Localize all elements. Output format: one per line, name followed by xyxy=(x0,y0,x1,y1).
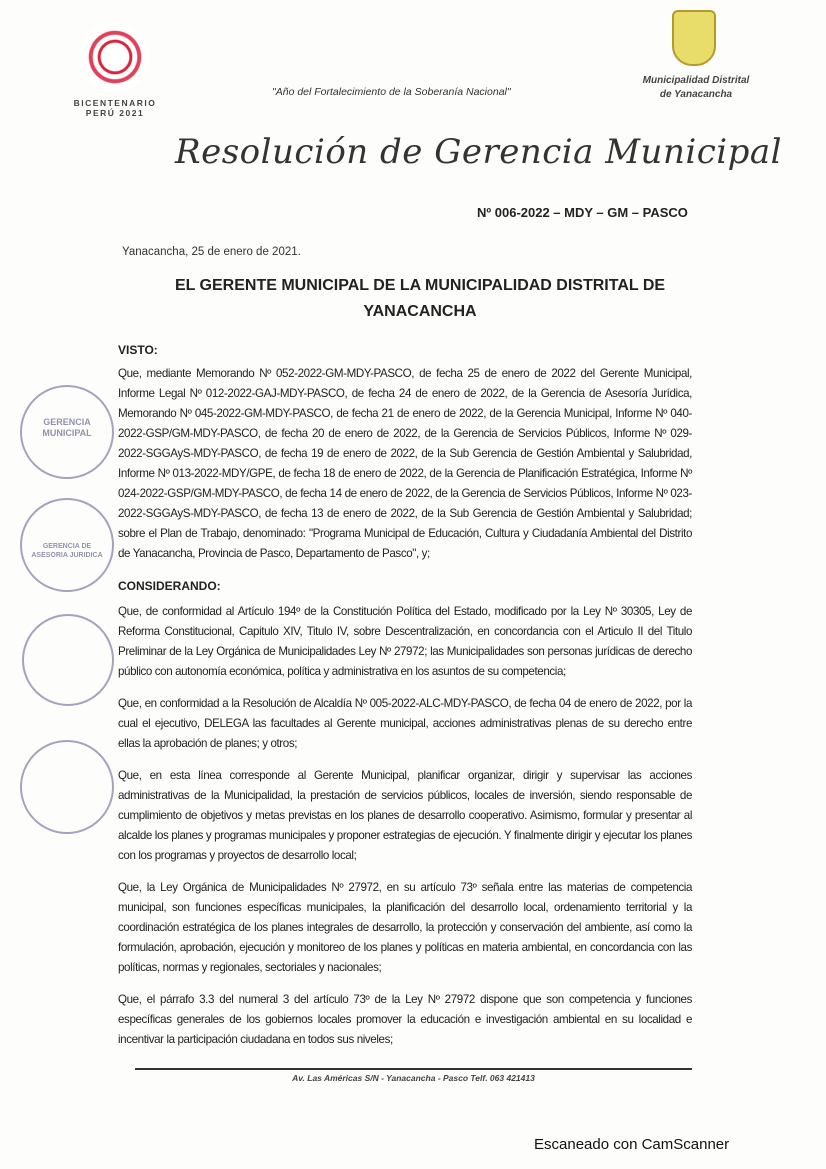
resolution-number: Nº 006-2022 – MDY – GM – PASCO xyxy=(477,205,688,220)
footer-divider xyxy=(135,1068,692,1070)
bicentenario-logo xyxy=(60,22,170,118)
document-date: Yanacancha, 25 de enero de 2021. xyxy=(122,246,301,258)
municipality-line2: de Yanacancha xyxy=(659,89,733,100)
considerando-paragraph: Que, en conformidad a la Resolución de Alcaldía Nº 005-2022-ALC-MDY-PASCO, de fecha 04 de enero de 2022, por la cual el ejecutivo, DELEGA las facultades al Gerente municipal, acciones administrativas plenas de su derecho entre ellas la aprobación de planes; y otros; xyxy=(118,697,692,750)
municipality-name xyxy=(634,74,758,102)
municipal-crest-icon xyxy=(672,10,716,66)
document-body xyxy=(118,340,692,1062)
document-title: Resolución de Gerencia Municipal xyxy=(175,132,783,172)
considerando-body xyxy=(118,602,692,1050)
municipality-line1: Municipalidad Distrital xyxy=(642,75,750,86)
considerando-paragraph: Que, la Ley Orgánica de Municipalidades Nº 27972, en su artículo 73º señala entre las materias de competencia municipal, son funciones específicas municipales, la planificación del desarrollo local, ordenamiento territorial y la coordinación estratégica de los planes integrales de desarrollo, la protección y conservación del ambiente, así como la formulación, aprobación, ejecución y monitoreo de los planes y políticas en materia ambiental, en concordancia con las políticas, normas y regionales, sectoriales y nacionales; xyxy=(118,881,692,974)
signature-stamp xyxy=(22,614,114,706)
document-heading: EL GERENTE MUNICIPAL DE LA MUNICIPALIDAD DISTRITAL DE YANACANCHA xyxy=(174,277,666,320)
asesoria-stamp xyxy=(20,498,114,592)
bicentenario-emblem-icon xyxy=(80,22,150,92)
bicentenario-line2: PERÚ 2021 xyxy=(85,108,145,118)
footer-address: Av. Las Américas S/N - Yanacancha - Pasco Telf. 063 421413 xyxy=(292,1073,535,1083)
bicentenario-line1: BICENTENARIO xyxy=(73,98,157,108)
visto-text xyxy=(118,364,692,564)
visto-label: VISTO: xyxy=(118,343,158,357)
considerando-paragraph: Que, de conformidad al Artículo 194º de la Constitución Política del Estado, modificado por la Ley Nº 30305, Ley de Reforma Constitucional, Capitulo XIV, Titulo IV, sobre Descentralización, en concordancia con el Articulo II del Titulo Preliminar de la Ley Orgánica de Municipalidades Ley Nº 27972; las Municipalidades son personas jurídicas de derecho público con autonomía económica, política y administrativa en los asuntos de su competencia; xyxy=(118,605,692,678)
year-motto: "Año del Fortalecimiento de la Soberanía Nacional" xyxy=(272,86,511,98)
considerando-label: CONSIDERANDO: xyxy=(118,579,221,593)
considerando-paragraph: Que, el párrafo 3.3 del numeral 3 del artículo 73º de la Ley Nº 27972 dispone que son competencia y funciones específicas generales de los gobiernos locales promover la educación e investigación ambiental en su localidad e incentivar la participación ciudadana en todos sus niveles; xyxy=(118,993,692,1046)
gerencia-municipal-stamp xyxy=(20,385,114,479)
district-seal-stamp xyxy=(20,740,114,834)
stamp-text: GERENCIA MUNICIPAL xyxy=(42,417,92,438)
visto-paragraph: Que, mediante Memorando Nº 052-2022-GM-MDY-PASCO, de fecha 25 de enero de 2022 del Gerente Municipal, Informe Legal Nº 012-2022-GAJ-MDY-PASCO, de fecha 24 de enero de 2022, de la Gerencia de Asesoría Jurídica, Memorando Nº 045-2022-GM-MDY-PASCO, de fecha 21 de enero de 2022, de la Gerencia Municipal, Informe Nº 040-2022-GSP/GM-MDY-PASCO, de fecha 20 de enero de 2022, de la Gerencia de Servicios Públicos, Informe Nº 029-2022-SGGAyS-MDY-PASCO, de fecha 19 de enero de 2022, de la Sub Gerencia de Gestión Ambiental y Salubridad, Informe Nº 013-2022-MDY/GPE, de fecha 18 de enero de 2022, de la Gerencia de Planificación Estratégica, Informe Nº 024-2022-GSP/GM-MDY-PASCO, de fecha 14 de enero de 2022, de la Gerencia de Servicios Públicos, Informe Nº 023-2022-SGGAyS-MDY-PASCO, de fecha 13 de enero de 2022, de la Sub Gerencia de Gestión Ambiental y Salubridad; sobre el Plan de Trabajo, denominado: "Programa Municipal de Educación, Cultura y Ciudadanía Ambiental del Distrito de Yanacancha, Provincia de Pasco, Departamento de Pasco", y; xyxy=(118,367,692,560)
stamp-text: GERENCIA DE ASESORIA JURIDICA xyxy=(31,543,103,559)
camscanner-watermark: Escaneado con CamScanner xyxy=(534,1136,730,1153)
considerando-paragraph: Que, en esta línea corresponde al Gerente Municipal, planificar organizar, dirigir y supervisar las acciones administrativas de la Municipalidad, la prestación de servicios públicos, locales de inversión, siendo responsable de cumplimiento de objetivos y metas previstas en los planes de desarrollo cooperativo. Asimismo, formular y presentar al alcalde los planes y programas municipales y proponer estrategias de ejecución. Y finalmente dirigir y ejecutar los planes con los programas y proyectos de desarrollo local; xyxy=(118,769,692,862)
